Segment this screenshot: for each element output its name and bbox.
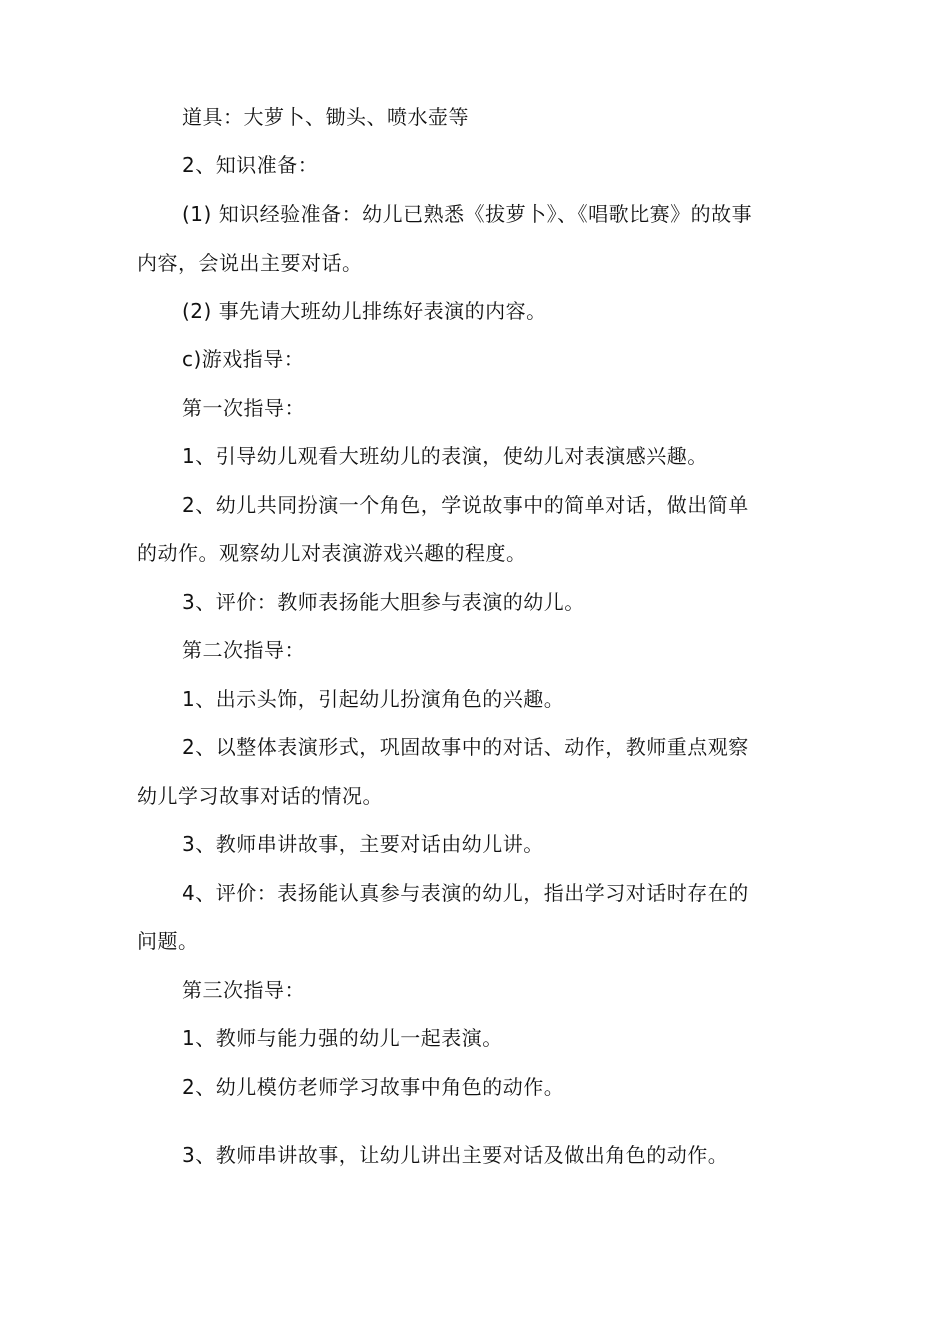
text-line-second-2-cont: 幼儿学习故事对话的情况。 — [137, 784, 383, 808]
text-line-knowledge-1: (1) 知识经验准备：幼儿已熟悉《拔萝卜》、《唱歌比赛》的故事 — [182, 202, 753, 226]
text-line-second-1: 1、出示头饰，引起幼儿扮演角色的兴趣。 — [182, 687, 565, 711]
text-line-second-2: 2、以整体表演形式，巩固故事中的对话、动作，教师重点观察 — [182, 735, 749, 759]
text-line-game-guidance-heading: c)游戏指导： — [182, 347, 305, 371]
text-line-knowledge-2: (2) 事先请大班幼儿排练好表演的内容。 — [182, 299, 547, 323]
text-line-first-2: 2、幼儿共同扮演一个角色，学说故事中的简单对话，做出简单 — [182, 493, 749, 517]
text-line-second-guidance-heading: 第二次指导： — [182, 638, 305, 662]
text-line-props: 道具：大萝卜、锄头、喷水壶等 — [182, 105, 469, 129]
text-line-second-3: 3、教师串讲故事，主要对话由幼儿讲。 — [182, 832, 544, 856]
text-line-third-guidance-heading: 第三次指导： — [182, 978, 305, 1002]
text-line-third-3: 3、教师串讲故事，让幼儿讲出主要对话及做出角色的动作。 — [182, 1143, 729, 1167]
text-line-first-1: 1、引导幼儿观看大班幼儿的表演，使幼儿对表演感兴趣。 — [182, 444, 708, 468]
text-line-knowledge-heading: 2、知识准备： — [182, 153, 319, 177]
text-line-first-2-cont: 的动作。观察幼儿对表演游戏兴趣的程度。 — [137, 541, 527, 565]
text-line-second-4: 4、评价：表扬能认真参与表演的幼儿，指出学习对话时存在的 — [182, 881, 749, 905]
text-line-second-4-cont: 问题。 — [137, 929, 199, 953]
text-line-first-3: 3、评价：教师表扬能大胆参与表演的幼儿。 — [182, 590, 585, 614]
text-line-third-1: 1、教师与能力强的幼儿一起表演。 — [182, 1026, 503, 1050]
text-line-third-2: 2、幼儿模仿老师学习故事中角色的动作。 — [182, 1075, 565, 1099]
text-line-first-guidance-heading: 第一次指导： — [182, 396, 305, 420]
text-line-knowledge-1-cont: 内容，会说出主要对话。 — [137, 251, 363, 275]
